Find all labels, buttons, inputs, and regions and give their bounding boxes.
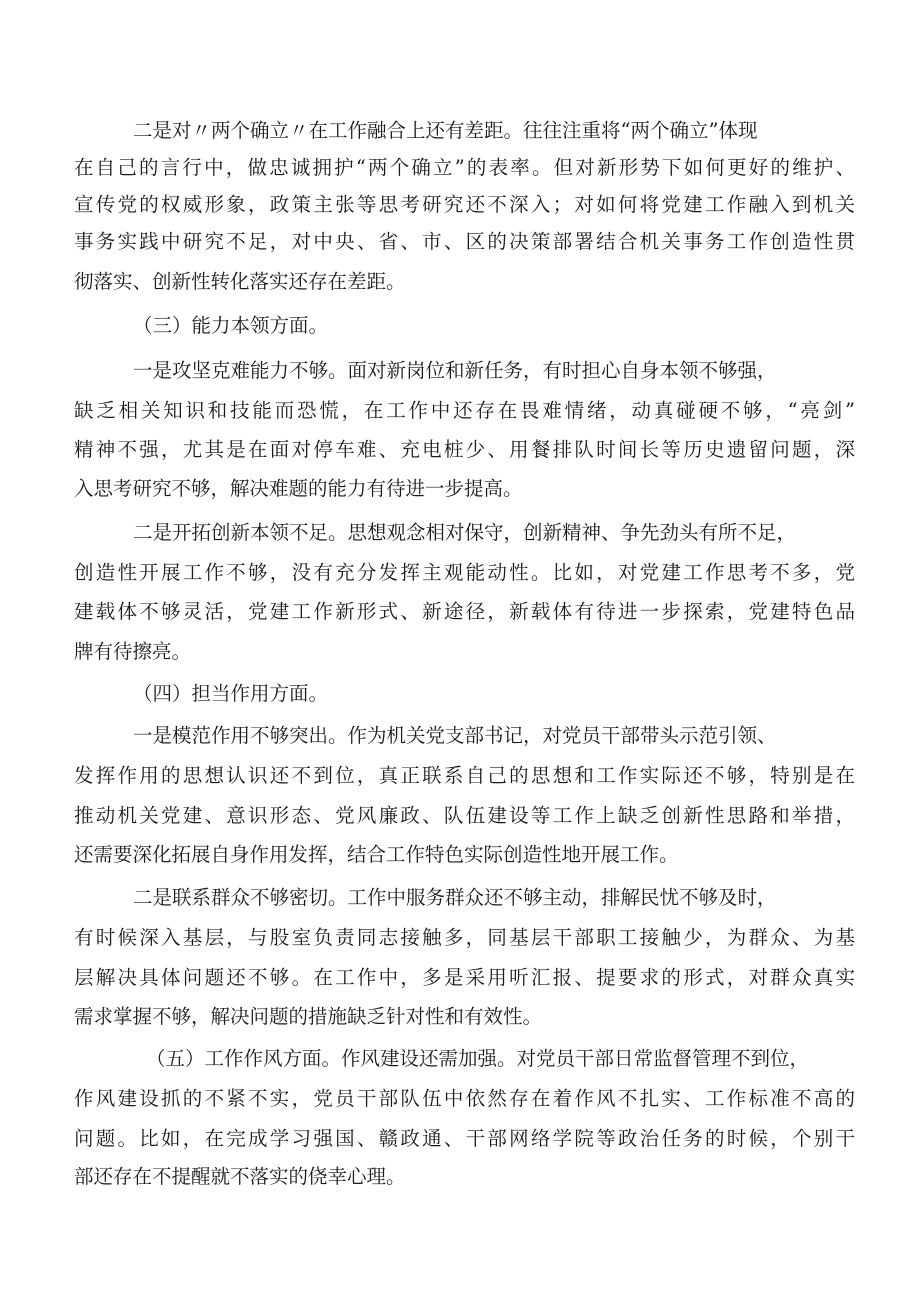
paragraph-line: 创造性开展工作不够，没有充分发挥主观能动性。比如，对党建工作思考不多，党 — [74, 561, 855, 584]
paragraph-line: 有时候深入基层，与股室负责同志接触多，同基层干部职工接触少，为群众、为基 — [74, 926, 855, 949]
section-heading: （三）能力本领方面。 — [133, 314, 329, 337]
section-heading: （四）担当作用方面。 — [133, 682, 329, 705]
paragraph-line: 缺乏相关知识和技能而恐慌，在工作中还存在畏难情绪，动真碰硬不够，“亮剑” — [74, 399, 855, 422]
paragraph-line: 部还存在不提醒就不落实的侥幸心理。 — [74, 1165, 406, 1188]
paragraph-line: 推动机关党建、意识形态、党风廉政、队伍建设等工作上缺乏创新性思路和举措， — [74, 804, 855, 827]
paragraph-line: 入思考研究不够，解决难题的能力有待进一步提高。 — [74, 477, 523, 500]
paragraph-line: 作风建设抓的不紧不实，党员干部队伍中依然存在着作风不扎实、工作标准不高的 — [74, 1087, 855, 1110]
paragraph-line: 在自己的言行中，做忠诚拥护“两个确立”的表率。但对新形势下如何更好的维护、 — [74, 156, 855, 179]
paragraph-line: 建载体不够灵活，党建工作新形式、新途径，新载体有待进一步探索，党建特色品 — [74, 600, 855, 623]
paragraph-line: 一是模范作用不够突出。作为机关党支部书记，对党员干部带头示范引领、 — [133, 724, 777, 747]
paragraph-line: 二是对〃两个确立〃在工作融合上还有差距。往往注重将“两个确立”体现 — [133, 119, 758, 142]
paragraph-line: 事务实践中研究不足，对中央、省、市、区的决策部署结合机关事务工作创造性贯 — [74, 230, 855, 253]
paragraph-line: 牌有待擦亮。 — [74, 640, 192, 663]
paragraph-line: （五）工作作风方面。作风建设还需加强。对党员干部日常监督管理不到位， — [146, 1047, 810, 1070]
paragraph-line: 宣传党的权威形象，政策主张等思考研究还不深入；对如何将党建工作融入到机关 — [74, 193, 855, 216]
paragraph-line: 二是联系群众不够密切。工作中服务群众还不够主动，排解民忧不够及时， — [133, 886, 777, 909]
paragraph-line: 层解决具体问题还不够。在工作中，多是采用听汇报、提要求的形式，对群众真实 — [74, 966, 855, 989]
paragraph-line: 彻落实、创新性转化落实还存在差距。 — [74, 270, 406, 293]
paragraph-line: 发挥作用的思想认识还不到位，真正联系自己的思想和工作实际还不够，特别是在 — [74, 764, 855, 787]
paragraph-line: 精神不强，尤其是在面对停车难、充电桩少、用餐排队时间长等历史遗留问题，深 — [74, 438, 855, 461]
paragraph-line: 还需要深化拓展自身作用发挥，结合工作特色实际创造性地开展工作。 — [74, 843, 679, 866]
paragraph-line: 一是攻坚克难能力不够。面对新岗位和新任务，有时担心自身本领不够强， — [133, 359, 777, 382]
paragraph-line: 需求掌握不够，解决问题的措施缺乏针对性和有效性。 — [74, 1005, 543, 1028]
paragraph-line: 二是开拓创新本领不足。思想观念相对保守，创新精神、争先劲头有所不足， — [133, 521, 797, 544]
paragraph-line: 问题。比如，在完成学习强国、赣政通、干部网络学院等政治任务的时候，个别干 — [74, 1127, 855, 1150]
